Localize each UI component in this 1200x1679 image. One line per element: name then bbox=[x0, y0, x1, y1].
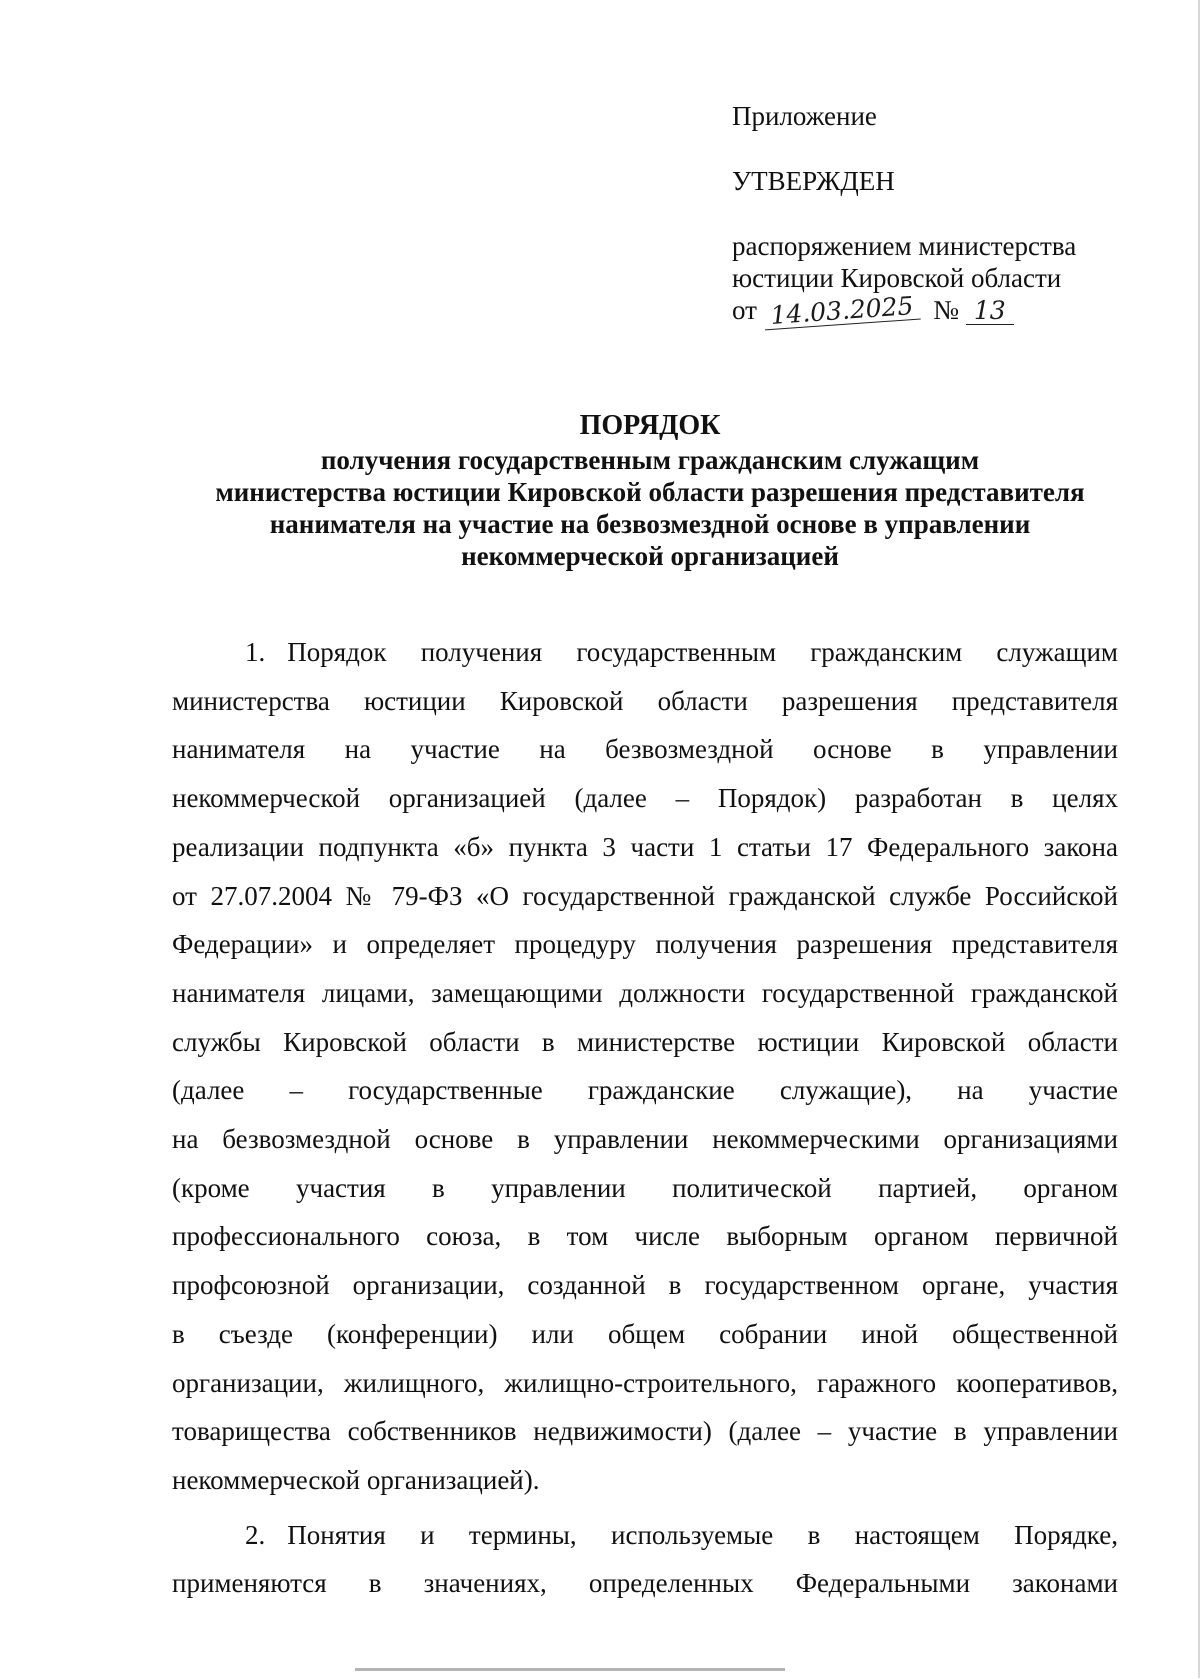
paragraph-line: некоммерческой организацией). bbox=[172, 1464, 540, 1495]
paragraph-line: (далее – государственные гражданские служащие), на участие bbox=[172, 1075, 1118, 1106]
order-date-number-line bbox=[732, 291, 1162, 330]
title-line: нанимателя на участие на безвозмездной основе в управлении bbox=[269, 509, 1031, 539]
paragraph-line: некоммерческой организацией (далее – Порядок) разработан в целях bbox=[172, 783, 1118, 814]
paragraph-1 bbox=[172, 628, 1118, 1505]
order-line-2: юстиции Кировской области bbox=[732, 263, 1062, 293]
title-line: некоммерческой организацией bbox=[461, 541, 839, 571]
title-main: ПОРЯДОК bbox=[579, 410, 721, 441]
paragraph-line: нанимателя лицами, замещающими должности государственной гражданской bbox=[172, 977, 1118, 1008]
order-line-1: распоряжением министерства bbox=[732, 231, 1077, 261]
title-line: получения государственным гражданским служащим bbox=[320, 445, 980, 475]
paragraph-line: министерства юстиции Кировской области разрешения представителя bbox=[172, 685, 1118, 716]
paragraph-line: профсоюзной организации, созданной в государственном органе, участия bbox=[172, 1270, 1118, 1301]
paragraph-line: реализации подпункта «б» пункта 3 части 1 статьи 17 Федерального закона bbox=[172, 831, 1118, 862]
paragraph-line: Федерации» и определяет процедуру получения разрешения представителя bbox=[172, 929, 1118, 960]
paragraph-line: товарищества собственников недвижимости) (далее – участие в управлении bbox=[172, 1416, 1118, 1447]
document-title bbox=[160, 410, 1140, 572]
paragraph-line: 1. Порядок получения государственным гражданским служащим bbox=[245, 637, 1118, 667]
paragraph-line: в съезде (конференции) или общем собрании иной общественной bbox=[172, 1318, 1118, 1349]
from-prefix: от bbox=[732, 295, 757, 325]
paragraph-line: службы Кировской области в министерстве юстиции Кировской области bbox=[172, 1026, 1118, 1057]
paragraph-number: 2. bbox=[245, 1519, 266, 1550]
paragraph-line: профессионального союза, в том числе выборным органом первичной bbox=[172, 1221, 1118, 1252]
paragraph-2 bbox=[172, 1511, 1118, 1608]
approval-stamp-block bbox=[732, 100, 1162, 330]
paragraph-number: 1. bbox=[245, 637, 266, 667]
paragraph-line: нанимателя на участие на безвозмездной основе в управлении bbox=[172, 734, 1118, 765]
document-body bbox=[172, 628, 1118, 1614]
approved-label: УТВЕРЖДЕН bbox=[732, 166, 895, 196]
paragraph-line: (кроме участия в управлении политической партией, органом bbox=[172, 1172, 1118, 1203]
appendix-label: Приложение bbox=[732, 101, 877, 131]
title-line: министерства юстиции Кировской области разрешения представителя bbox=[215, 477, 1085, 507]
paragraph-line: организации, жилищного, жилищно-строительного, гаражного кооперативов, bbox=[172, 1367, 1118, 1398]
paragraph-line: 2. Понятия и термины, используемые в настоящем Порядке, bbox=[245, 1519, 1118, 1550]
paragraph-line: от 27.07.2004 № 79-ФЗ «О государственной гражданской службе Российской bbox=[172, 880, 1118, 911]
number-sign: № bbox=[933, 295, 959, 325]
handwritten-date: 14.03.2025 bbox=[763, 293, 921, 331]
scan-artifact bbox=[355, 1668, 785, 1679]
paragraph-line: применяются в значениях, определенных Федеральными законами bbox=[172, 1568, 1118, 1599]
paragraph-line: на безвозмездной основе в управлении некоммерческими организациями bbox=[172, 1124, 1118, 1155]
order-reference bbox=[732, 230, 1162, 330]
handwritten-number: 13 bbox=[966, 298, 1014, 325]
